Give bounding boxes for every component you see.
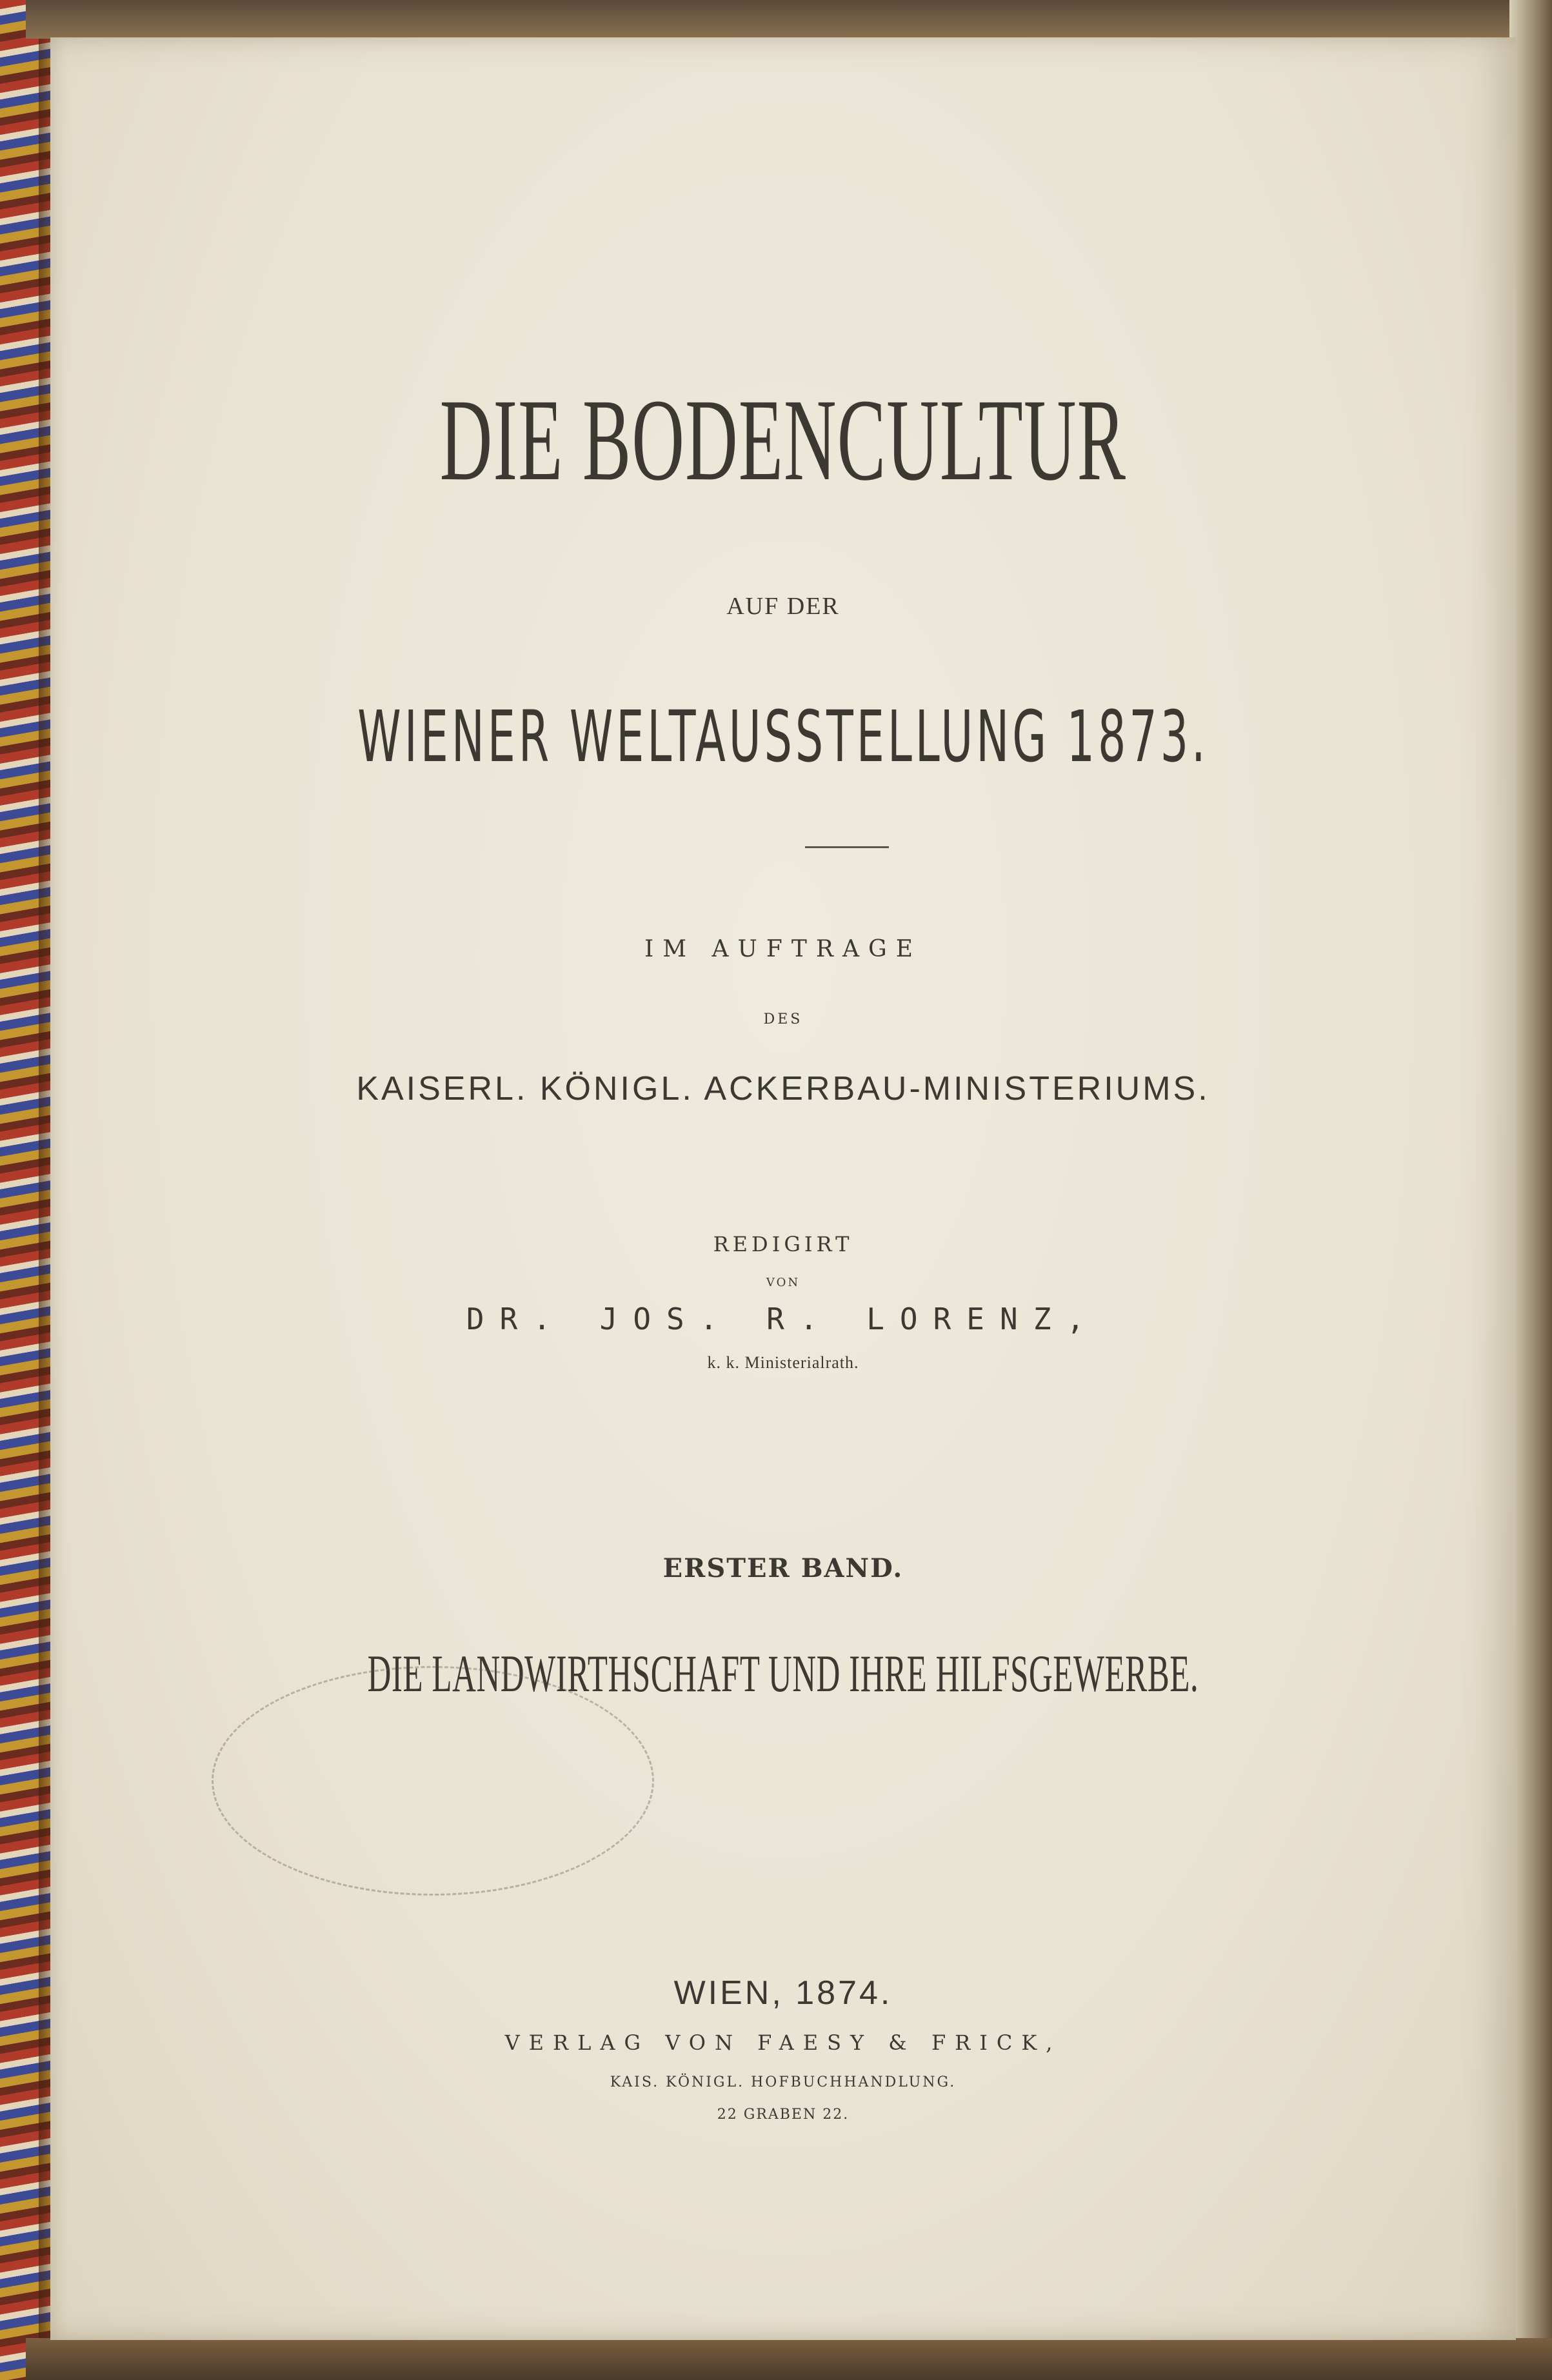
- volume-title: DIE LANDWIRTHSCHAFT UND IHRE HILFSGEWERBE.: [367, 1644, 1199, 1703]
- editor-name: DR. JOS. R. LORENZ,: [466, 1302, 1100, 1336]
- ministry-name: KAISERL. KÖNIGL. ACKERBAU-MINISTERIUMS.: [356, 1070, 1210, 1107]
- editor-title: k. k. Ministerialrath.: [707, 1353, 859, 1372]
- library-stamp: [212, 1666, 654, 1896]
- title-divider: [805, 846, 889, 848]
- book-cover-bottom: [26, 2338, 1552, 2380]
- publisher-note: KAIS. KÖNIGL. HOFBUCHHANDLUNG.: [610, 2074, 957, 2090]
- book-cover-top: [26, 0, 1552, 39]
- place-year: WIEN, 1874.: [673, 1974, 893, 2012]
- edited-label: REDIGIRT: [713, 1232, 853, 1256]
- publisher: VERLAG VON FAESY & FRICK,: [504, 2030, 1062, 2055]
- title-connector: AUF DER: [726, 593, 840, 620]
- commission-des: DES: [763, 1011, 803, 1027]
- commission-line: IM AUFTRAGE: [644, 936, 922, 962]
- title-page: [50, 37, 1516, 2340]
- book-title: DIE BODENCULTUR: [439, 375, 1127, 505]
- volume-label: ERSTER BAND.: [662, 1553, 904, 1583]
- by-label: VON: [766, 1276, 801, 1289]
- exhibition-title: WIENER WELTAUSSTELLUNG 1873.: [357, 695, 1209, 778]
- publisher-address: 22 GRABEN 22.: [717, 2107, 850, 2123]
